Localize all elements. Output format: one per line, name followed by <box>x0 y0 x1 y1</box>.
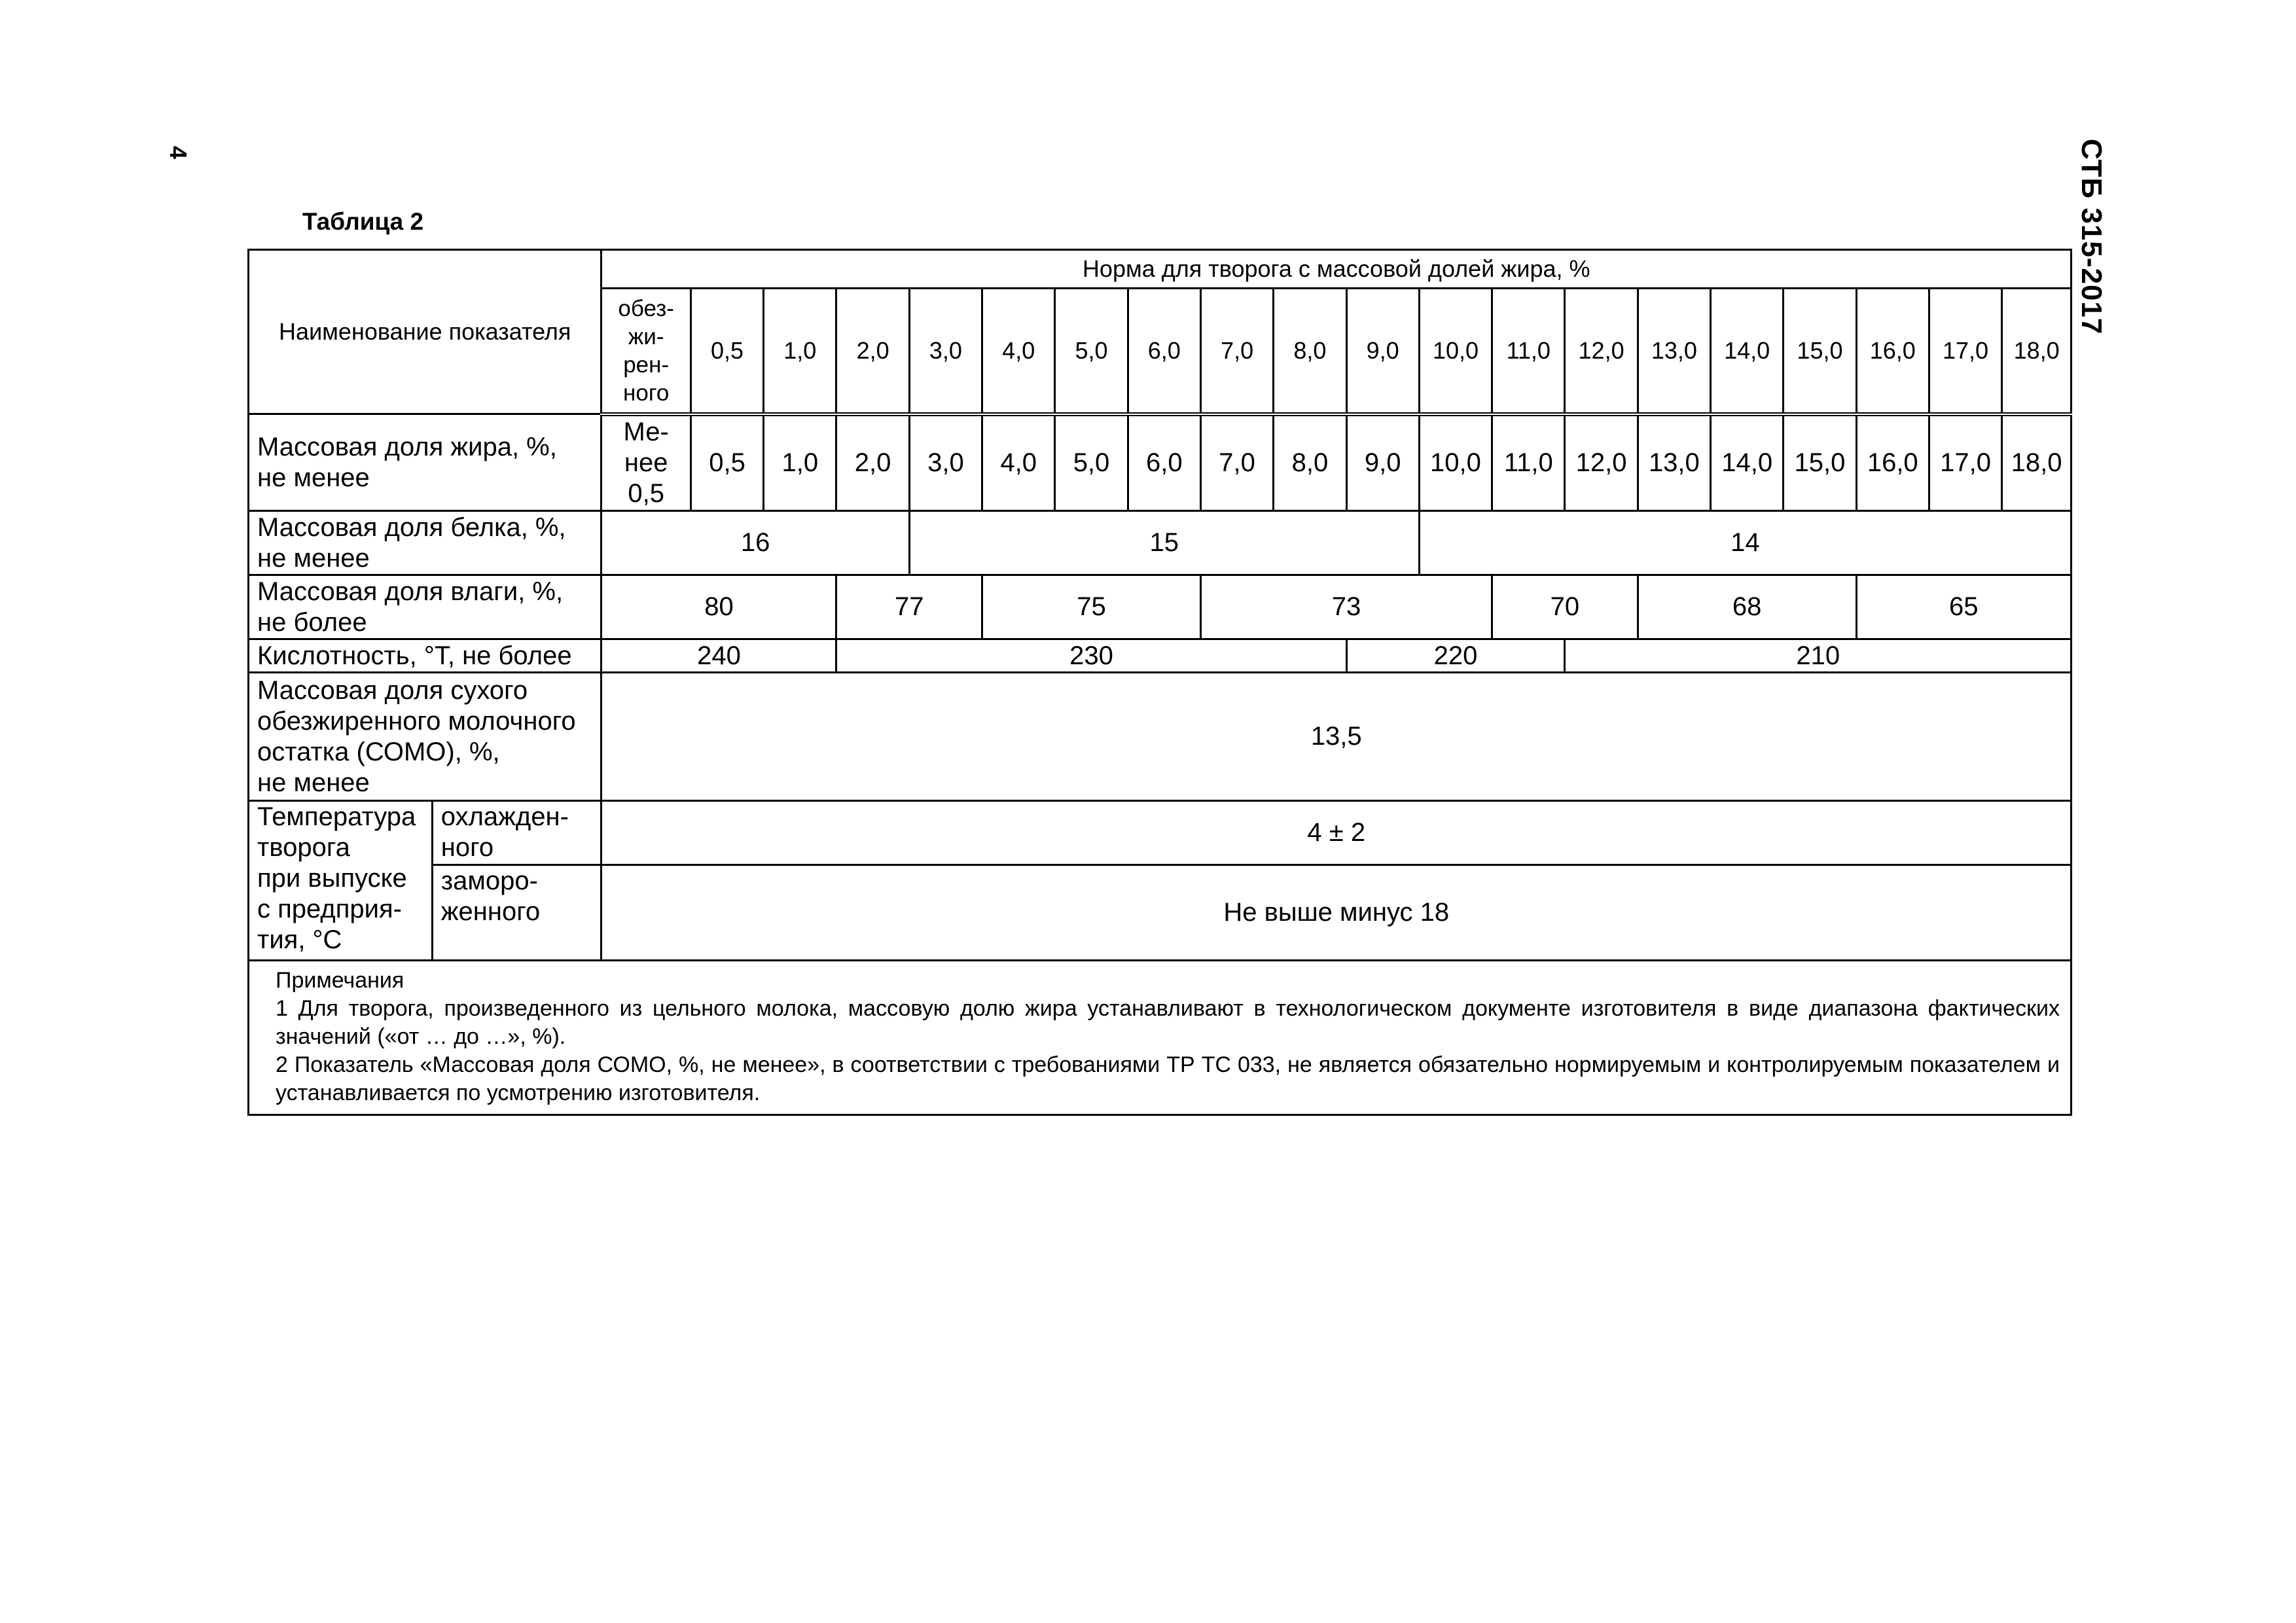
header-indicator-name: Наименование показателя <box>249 250 601 414</box>
row-temperature-label-text: Температура творога при выпуске с предприя- тия, °С <box>257 802 416 954</box>
row-acidity-value: 210 <box>1565 639 2072 673</box>
row-fat-value: 16,0 <box>1856 414 1929 511</box>
row-fat-value: 10,0 <box>1419 414 1492 511</box>
row-fat-value: 7,0 <box>1200 414 1273 511</box>
notes-title: Примечания <box>276 968 404 993</box>
header-fat-col: 1,0 <box>764 289 836 414</box>
row-temperature-label <box>249 801 433 961</box>
row-acidity <box>249 639 2072 673</box>
row-protein-label <box>249 511 601 575</box>
row-fat-value: 0,5 <box>691 414 763 511</box>
row-fat-value: 13,0 <box>1638 414 1710 511</box>
header-fat-col: 13,0 <box>1638 289 1710 414</box>
row-fat-value: 14,0 <box>1711 414 1784 511</box>
header-row-group <box>249 250 2072 289</box>
row-moisture-value: 68 <box>1638 575 1856 639</box>
row-temperature-chilled-label-text: охлажден- ного <box>440 802 569 862</box>
row-moisture-value: 65 <box>1856 575 2071 639</box>
row-moisture-label <box>249 575 601 639</box>
row-fat-value: 9,0 <box>1346 414 1419 511</box>
row-temperature-frozen-label <box>432 865 601 961</box>
page-number: 4 <box>165 145 192 160</box>
row-protein-value: 15 <box>909 511 1419 575</box>
row-temperature-chilled <box>249 801 2072 865</box>
document-code: СТБ 315-2017 <box>2075 139 2108 335</box>
row-fat-value: 2,0 <box>836 414 909 511</box>
header-fat-col <box>601 289 691 414</box>
row-fat-value <box>601 414 691 511</box>
row-somo-label-text: Массовая доля сухого обезжиренного молочного остатка (СОМО), %, не менее <box>257 675 576 797</box>
table-caption: Таблица 2 <box>302 208 424 235</box>
row-fat-label <box>249 414 601 511</box>
row-somo-label <box>249 673 601 801</box>
row-fat-value-text: Ме- нее 0,5 <box>623 417 669 508</box>
row-fat-value: 18,0 <box>2002 414 2072 511</box>
header-fat-col: 7,0 <box>1200 289 1273 414</box>
row-fat-value: 12,0 <box>1565 414 1638 511</box>
row-moisture-value: 73 <box>1200 575 1492 639</box>
row-fat-value: 5,0 <box>1055 414 1128 511</box>
row-protein <box>249 511 2072 575</box>
row-fat-value: 1,0 <box>764 414 836 511</box>
header-fat-col: 18,0 <box>2002 289 2072 414</box>
header-norm-group: Норма для творога с массовой долей жира, % <box>601 250 2072 289</box>
note-item: 1 Для творога, произведенного из цельного молока, массовую долю жира устанавливают в технологическом документе изготовителя в виде диапазона фактических значений («от … до …», %). <box>276 996 2060 1049</box>
row-protein-label-text: Массовая доля белка, %, не менее <box>257 512 566 573</box>
row-fat-value: 17,0 <box>1929 414 2001 511</box>
header-fat-col: 9,0 <box>1346 289 1419 414</box>
row-fat-label-text: Массовая доля жира, %, не менее <box>257 432 557 492</box>
row-somo-value: 13,5 <box>601 673 2072 801</box>
row-fat-value: 11,0 <box>1492 414 1565 511</box>
header-fat-col: 16,0 <box>1856 289 1929 414</box>
row-fat-value: 8,0 <box>1274 414 1346 511</box>
header-fat-col: 15,0 <box>1784 289 1856 414</box>
row-acidity-label: Кислотность, °Т, не более <box>249 639 601 673</box>
row-moisture-value: 77 <box>836 575 982 639</box>
row-temperature-frozen-value: Не выше минус 18 <box>601 865 2072 961</box>
row-fat-value: 3,0 <box>909 414 982 511</box>
row-moisture-value: 80 <box>601 575 836 639</box>
row-moisture-label-text: Массовая доля влаги, %, не более <box>257 577 564 637</box>
row-acidity-value: 240 <box>601 639 836 673</box>
row-moisture-value: 75 <box>982 575 1201 639</box>
row-fat-value: 6,0 <box>1128 414 1200 511</box>
row-temperature-frozen-label-text: заморо- женного <box>440 866 541 926</box>
header-fat-col: 4,0 <box>982 289 1055 414</box>
header-fat-col-text: обез- жи- рен- ного <box>618 295 674 406</box>
row-temperature-chilled-label <box>432 801 601 865</box>
note-item: 2 Показатель «Массовая доля СОМО, %, не менее», в соответствии с требованиями ТР ТС 033, не является обязательно нормируемым и контролируемым показателем и устанавливается по усмотрению изготовителя. <box>276 1052 2060 1105</box>
header-fat-col: 5,0 <box>1055 289 1128 414</box>
header-fat-col: 12,0 <box>1565 289 1638 414</box>
header-fat-col: 10,0 <box>1419 289 1492 414</box>
header-fat-col: 11,0 <box>1492 289 1565 414</box>
header-fat-col: 6,0 <box>1128 289 1200 414</box>
row-temperature-chilled-value: 4 ± 2 <box>601 801 2072 865</box>
row-fat-value: 15,0 <box>1784 414 1856 511</box>
row-fat-value: 4,0 <box>982 414 1055 511</box>
header-fat-col: 17,0 <box>1929 289 2001 414</box>
row-temperature-frozen <box>249 865 2072 961</box>
row-fat <box>249 414 2072 511</box>
row-acidity-value: 230 <box>836 639 1346 673</box>
row-notes <box>249 961 2072 1115</box>
row-somo <box>249 673 2072 801</box>
row-protein-value: 14 <box>1419 511 2071 575</box>
standard-table <box>247 249 2072 1116</box>
row-moisture <box>249 575 2072 639</box>
row-acidity-value: 220 <box>1346 639 1565 673</box>
header-fat-col: 2,0 <box>836 289 909 414</box>
header-fat-col: 8,0 <box>1274 289 1346 414</box>
header-fat-col: 14,0 <box>1711 289 1784 414</box>
header-fat-col: 0,5 <box>691 289 763 414</box>
header-fat-col: 3,0 <box>909 289 982 414</box>
row-moisture-value: 70 <box>1492 575 1638 639</box>
row-protein-value: 16 <box>601 511 909 575</box>
table-notes <box>249 961 2072 1115</box>
